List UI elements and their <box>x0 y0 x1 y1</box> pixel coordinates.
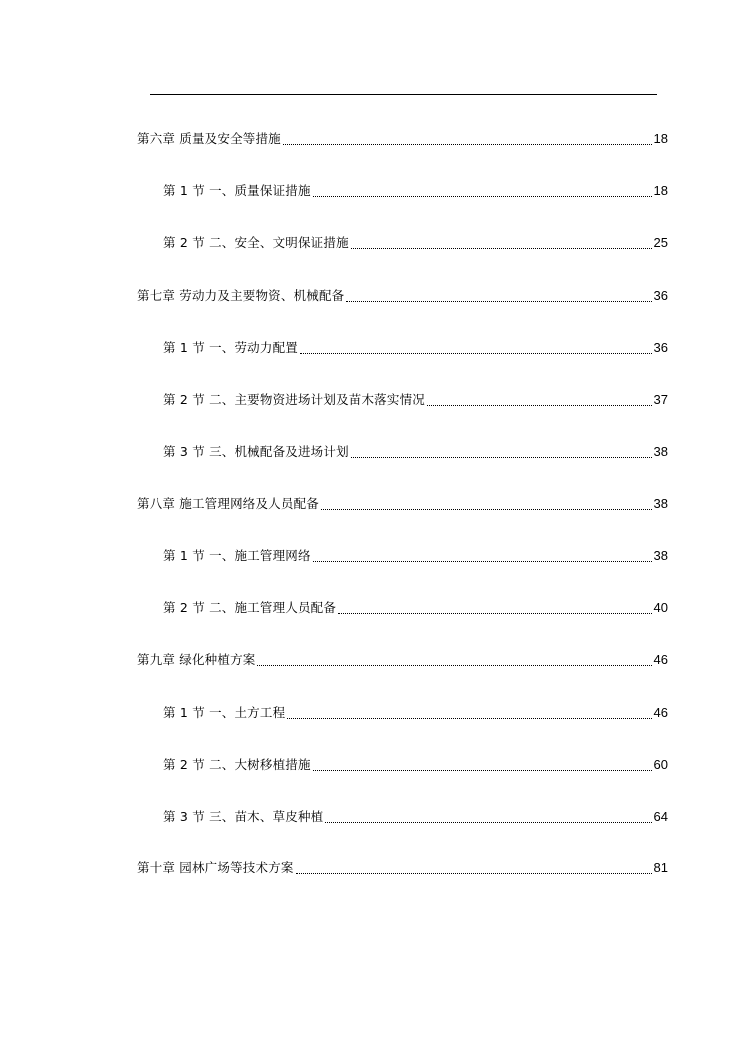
toc-page-number: 38 <box>653 548 668 563</box>
toc-entry-chapter-6[interactable] <box>137 129 668 149</box>
toc-entry-label: 第七章 劳动力及主要物资、机械配备 <box>137 288 345 303</box>
toc-entry-section[interactable] <box>163 807 668 827</box>
toc-entry-section[interactable] <box>163 755 668 775</box>
toc-dot-leader <box>427 405 652 406</box>
toc-dot-leader <box>313 561 652 562</box>
toc-entry-section[interactable] <box>163 703 668 723</box>
toc-entry-label: 第 1 节 一、劳动力配置 <box>163 340 298 355</box>
toc-dot-leader <box>313 770 652 771</box>
toc-page-number: 36 <box>653 288 668 303</box>
toc-entry-label: 第 3 节 三、机械配备及进场计划 <box>163 444 349 459</box>
toc-dot-leader <box>346 301 651 302</box>
toc-entry-section[interactable] <box>163 546 668 566</box>
toc-page-number: 37 <box>653 392 668 407</box>
toc-dot-leader <box>338 613 651 614</box>
toc-entry-label: 第 2 节 二、大树移植措施 <box>163 757 311 772</box>
header-rule <box>150 94 657 95</box>
toc-dot-leader <box>351 457 652 458</box>
toc-dot-leader <box>287 718 651 719</box>
toc-entry-chapter-9[interactable] <box>137 650 668 670</box>
toc-entry-section[interactable] <box>163 598 668 618</box>
toc-page-number: 38 <box>653 496 668 511</box>
toc-dot-leader <box>351 248 652 249</box>
toc-entry-label: 第 1 节 一、施工管理网络 <box>163 548 311 563</box>
toc-entry-chapter-7[interactable] <box>137 286 668 306</box>
toc-page-number: 46 <box>653 705 668 720</box>
toc-entry-label: 第 1 节 一、质量保证措施 <box>163 183 311 198</box>
toc-page-number: 60 <box>653 757 668 772</box>
toc-dot-leader <box>313 196 652 197</box>
toc-entry-label: 第 1 节 一、土方工程 <box>163 705 286 720</box>
toc-entry-label: 第八章 施工管理网络及人员配备 <box>137 496 319 511</box>
toc-entry-label: 第十章 园林广场等技术方案 <box>137 860 294 875</box>
toc-entry-label: 第 2 节 二、主要物资进场计划及苗木落实情况 <box>163 392 425 407</box>
toc-page-number: 64 <box>653 809 668 824</box>
toc-entry-section[interactable] <box>163 390 668 410</box>
toc-dot-leader <box>283 144 652 145</box>
toc-entry-section[interactable] <box>163 233 668 253</box>
toc-page-number: 25 <box>653 235 668 250</box>
toc-page-number: 18 <box>653 131 668 146</box>
toc-dot-leader <box>300 353 652 354</box>
toc-entry-label: 第九章 绿化种植方案 <box>137 652 256 667</box>
toc-entry-section[interactable] <box>163 181 668 201</box>
toc-page-number: 81 <box>653 860 668 875</box>
toc-entry-section[interactable] <box>163 442 668 462</box>
toc-dot-leader <box>325 822 651 823</box>
toc-entry-chapter-10[interactable] <box>137 858 668 878</box>
toc-page-number: 36 <box>653 340 668 355</box>
toc-entry-label: 第 2 节 二、安全、文明保证措施 <box>163 235 349 250</box>
toc-page-number: 46 <box>653 652 668 667</box>
toc-page-number: 38 <box>653 444 668 459</box>
toc-dot-leader <box>321 509 652 510</box>
toc-page-number: 40 <box>653 600 668 615</box>
toc-entry-chapter-8[interactable] <box>137 494 668 514</box>
toc-page-number: 18 <box>653 183 668 198</box>
toc-dot-leader <box>257 665 651 666</box>
toc-entry-section[interactable] <box>163 338 668 358</box>
toc-dot-leader <box>296 873 652 874</box>
toc-entry-label: 第六章 质量及安全等措施 <box>137 131 281 146</box>
toc-entry-label: 第 2 节 二、施工管理人员配备 <box>163 600 337 615</box>
toc-entry-label: 第 3 节 三、苗木、草皮种植 <box>163 809 324 824</box>
